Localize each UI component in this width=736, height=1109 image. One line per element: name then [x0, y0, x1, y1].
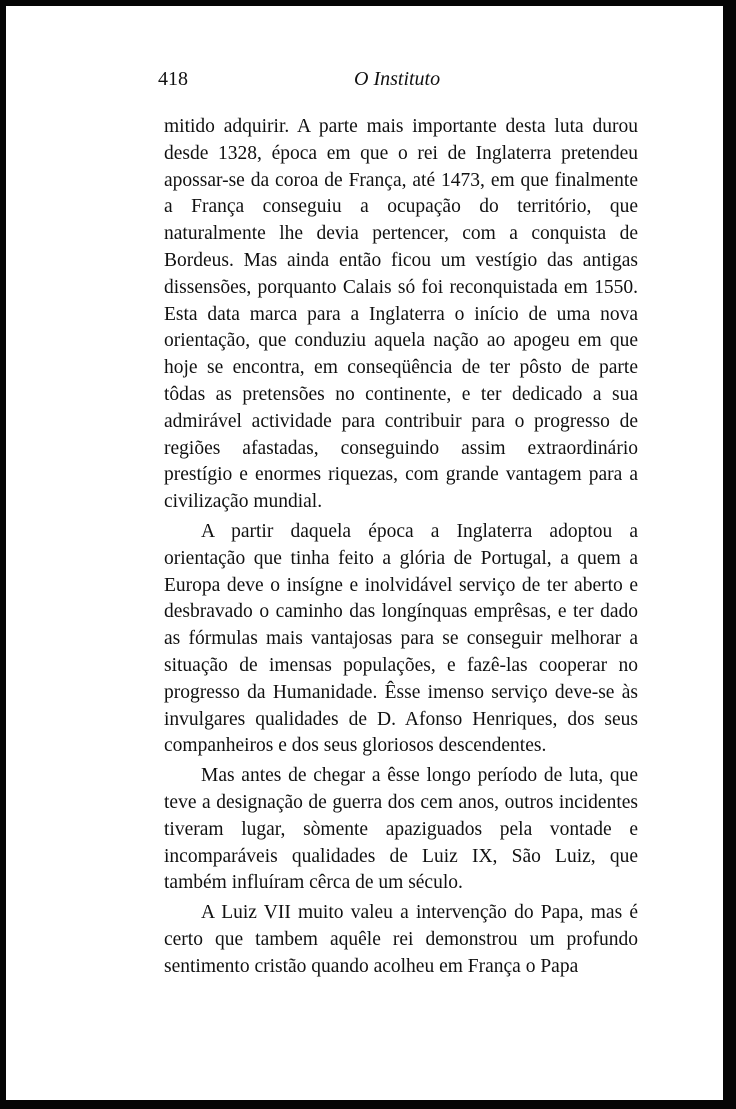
page-number: 418 [158, 68, 188, 90]
paragraph-luiz-vii: A Luiz VII muito valeu a intervenção do Papa, mas é certo que tambem aquêle rei demonstrou um profundo sentimento cristão quando acolheu em França o Papa [164, 902, 638, 977]
running-title: O Instituto [354, 68, 441, 90]
page-header [158, 68, 638, 96]
paragraph-hundred-years-war: Mas antes de chegar a êsse longo período de luta, que teve a designação de guerra dos cem anos, outros incidentes tiveram lugar, sòmente apaziguados pela vontade e incomparáveis qualidades de Luiz IX, São Luiz, que também influíram cêrca de um século. [164, 765, 638, 894]
paragraph-england-orientation: A partir daquela época a Inglaterra adoptou a orientação que tinha feito a glória de Portugal, a quem a Europa deve o insígne e inolvidável serviço de ter aberto e desbravado o caminho das longínquas emprêsas, e ter dado as fórmulas mais vantajosas para se conseguir melhorar a situação de imensas populações, e fazê-las cooperar no progresso da Humanidade. Êsse imenso serviço deve-se às invulgares qualidades de D. Afonso Henriques, dos seus companheiros e dos seus gloriosos descendentes. [164, 520, 638, 757]
body-text [164, 114, 638, 981]
paragraph-continuation: mitido adquirir. A parte mais importante desta luta durou desde 1328, época em que o rei de Inglaterra pretendeu apossar-se da coroa de França, até 1473, em que finalmente a França conseguiu a ocupação do território, que naturalmente lhe devia pertencer, com a conquista de Bordeus. Mas ainda então ficou um vestígio das antigas dissensões, porquanto Calais só foi reconquistada em 1550. Esta data marca para a Inglaterra o início de uma nova orientação, que conduziu aquela nação ao apogeu em que hoje se encontra, em conseqüência de ter pôsto de parte tôdas as pretensões no continente, e ter dedicado a sua admirável actividade para contribuir para o progresso de regiões afastadas, conseguindo assim extraordinário prestígio e enormes riquezas, com grande vantagem para a civilização mundial. [164, 116, 638, 513]
